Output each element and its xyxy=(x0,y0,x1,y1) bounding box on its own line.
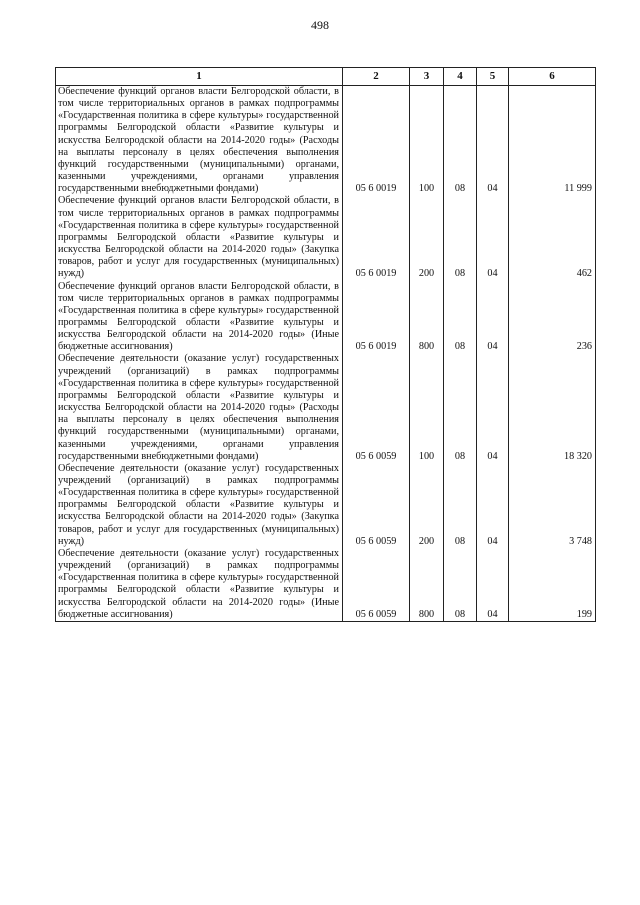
row-expense-type: 200 xyxy=(410,463,444,548)
row-description: Обеспечение функций органов власти Белгородской области, в том числе территориальных органов в рамках подпрограммы «Государственная политика в сфере культуры» государственной программы Белгородской области «Развитие культуры и искусства Белгородской области на 2014-2020 годы» (Расходы на выплаты персоналу в целях обеспечения выполнения функций государственными (муниципальными) органами, казенными учреждениями, органами управления государственными внебюджетными фондами) xyxy=(56,86,343,196)
row-expense-type: 800 xyxy=(410,548,444,621)
row-amount: 18 320 xyxy=(509,353,596,462)
row-subsection: 04 xyxy=(477,86,509,196)
column-header-target-code: 2 xyxy=(343,68,410,86)
table-row xyxy=(56,195,596,280)
row-expense-type: 800 xyxy=(410,281,444,354)
table-row xyxy=(56,281,596,354)
row-amount: 199 xyxy=(509,548,596,621)
table-header-row xyxy=(56,68,596,86)
row-section: 08 xyxy=(444,353,477,462)
row-section: 08 xyxy=(444,281,477,354)
row-description: Обеспечение деятельности (оказание услуг) государственных учреждений (организаций) в рамках подпрограммы «Государственная политика в сфере культуры» государственной программы Белгородской области «Развитие культуры и искусства Белгородской области на 2014-2020 годы» (Иные бюджетные ассигнования) xyxy=(56,548,343,621)
row-section: 08 xyxy=(444,86,477,196)
row-expense-type: 100 xyxy=(410,353,444,462)
row-description: Обеспечение функций органов власти Белгородской области, в том числе территориальных органов в рамках подпрограммы «Государственная политика в сфере культуры» государственной программы Белгородской области «Развитие культуры и искусства Белгородской области на 2014-2020 годы» (Закупка товаров, работ и услуг для государственных (муниципальных) нужд) xyxy=(56,195,343,280)
row-description: Обеспечение деятельности (оказание услуг) государственных учреждений (организаций) в рамках подпрограммы «Государственная политика в сфере культуры» государственной программы Белгородской области «Развитие культуры и искусства Белгородской области на 2014-2020 годы» (Закупка товаров, работ и услуг для государственных (муниципальных) нужд) xyxy=(56,463,343,548)
row-expense-type: 200 xyxy=(410,195,444,280)
row-subsection: 04 xyxy=(477,281,509,354)
row-target-code: 05 6 0059 xyxy=(343,463,410,548)
table-row xyxy=(56,463,596,548)
column-header-expense-type: 3 xyxy=(410,68,444,86)
row-section: 08 xyxy=(444,548,477,621)
row-subsection: 04 xyxy=(477,195,509,280)
row-target-code: 05 6 0019 xyxy=(343,195,410,280)
row-section: 08 xyxy=(444,463,477,548)
row-amount: 11 999 xyxy=(509,86,596,196)
column-header-description: 1 xyxy=(56,68,343,86)
page-number: 498 xyxy=(311,18,329,32)
row-subsection: 04 xyxy=(477,548,509,621)
row-amount: 236 xyxy=(509,281,596,354)
row-amount: 3 748 xyxy=(509,463,596,548)
row-description: Обеспечение деятельности (оказание услуг) государственных учреждений (организаций) в рамках подпрограммы «Государственная политика в сфере культуры» государственной программы Белгородской области «Развитие культуры и искусства Белгородской области на 2014-2020 годы» (Расходы на выплаты персоналу в целях обеспечения выполнения функций государственными (муниципальными) органами, казенными учреждениями, органами управления государственными внебюджетными фондами) xyxy=(56,353,343,462)
row-target-code: 05 6 0019 xyxy=(343,281,410,354)
row-expense-type: 100 xyxy=(410,86,444,196)
row-section: 08 xyxy=(444,195,477,280)
table-row xyxy=(56,86,596,196)
row-subsection: 04 xyxy=(477,463,509,548)
table-row xyxy=(56,353,596,462)
table-row xyxy=(56,548,596,621)
column-header-section: 4 xyxy=(444,68,477,86)
row-target-code: 05 6 0059 xyxy=(343,353,410,462)
row-amount: 462 xyxy=(509,195,596,280)
row-target-code: 05 6 0059 xyxy=(343,548,410,621)
budget-table xyxy=(55,67,596,622)
row-subsection: 04 xyxy=(477,353,509,462)
column-header-subsection: 5 xyxy=(477,68,509,86)
row-target-code: 05 6 0019 xyxy=(343,86,410,196)
column-header-amount: 6 xyxy=(509,68,596,86)
row-description: Обеспечение функций органов власти Белгородской области, в том числе территориальных органов в рамках подпрограммы «Государственная политика в сфере культуры» государственной программы Белгородской области «Развитие культуры и искусства Белгородской области на 2014-2020 годы» (Иные бюджетные ассигнования) xyxy=(56,281,343,354)
